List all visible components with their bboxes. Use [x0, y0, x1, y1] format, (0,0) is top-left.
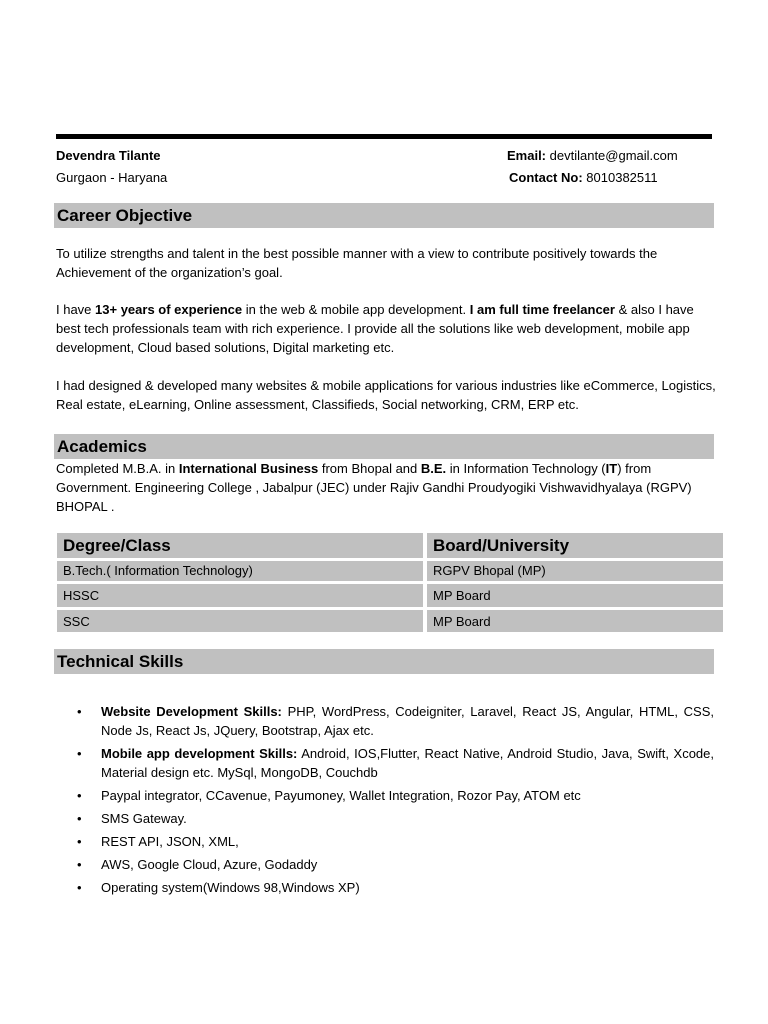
candidate-location: Gurgaon - Haryana — [56, 170, 168, 185]
section-technical-skills — [54, 649, 714, 674]
contact-line: Contact No: 8010382511 — [509, 170, 658, 185]
list-item: • Operating system(Windows 98,Windows XP) — [77, 880, 360, 895]
list-item: • AWS, Google Cloud, Azure, Godaddy — [77, 857, 318, 872]
career-paragraph-3: I had designed & developed many websites & mobile applications for various industries like eCommerce, Logistics, Real estate, eLearning, Online assessment, Classifieds, Social networking, CRM, ERP etc. — [56, 378, 716, 412]
career-paragraph-2: I have 13+ years of experience in the web & mobile app development. I am full time freelancer & also I have best tech professionals team with rich experience. I provide all the solutions like web development, mobile app development, Cloud based solutions, Digital marketing etc. — [56, 302, 694, 355]
contact-value: 8010382511 — [586, 170, 658, 185]
list-item: • Paypal integrator, CCavenue, Payumoney, Wallet Integration, Rozor Pay, ATOM etc — [77, 788, 581, 803]
list-item: • Mobile app development Skills: Android, IOS,Flutter, React Native, Android Studio, Java, Swift, Xcode, Material design etc. MySql, MongoDB, Couchdb — [77, 746, 715, 780]
section-career-objective — [54, 203, 714, 228]
table-row — [57, 584, 723, 607]
header-rule — [56, 134, 712, 139]
section-title: Technical Skills — [57, 652, 184, 671]
email-value: devtilante@gmail.com — [549, 148, 678, 163]
career-paragraph-1: To utilize strengths and talent in the best possible manner with a view to contribute positively towards the Achievement of the organization’s goal. — [56, 246, 658, 280]
bullet-icon: • — [77, 834, 82, 849]
section-academics — [54, 434, 714, 459]
table-cell: RGPV Bhopal (MP) — [427, 561, 723, 581]
table-header-row — [57, 533, 723, 558]
table-cell: HSSC — [57, 584, 423, 607]
list-item: • SMS Gateway. — [77, 811, 187, 826]
list-item: • REST API, JSON, XML, — [77, 834, 239, 849]
list-item: • Website Development Skills: PHP, WordPress, Codeigniter, Laravel, React JS, Angular, HTML, CSS, Node Js, React Js, JQuery, Bootstrap, Ajax etc. — [77, 704, 714, 738]
table-cell: MP Board — [427, 584, 723, 607]
table-header-cell: Board/University — [427, 533, 723, 558]
table-row — [57, 561, 723, 581]
bullet-icon: • — [77, 704, 82, 719]
table-header-cell: Degree/Class — [57, 533, 423, 558]
table-cell: MP Board — [427, 610, 723, 632]
bullet-icon: • — [77, 788, 82, 803]
section-title: Career Objective — [57, 206, 193, 225]
email-line: Email: devtilante@gmail.com — [507, 148, 678, 163]
candidate-name: Devendra Tilante — [56, 148, 161, 163]
section-title: Academics — [57, 437, 147, 456]
bullet-icon: • — [77, 857, 82, 872]
skills-list — [74, 702, 714, 897]
academics-paragraph: Completed M.B.A. in International Business from Bhopal and B.E. in Information Technology (IT) from Government. Engineering College , Jabalpur (JEC) under Rajiv Gandhi Proudyogiki Vishwavidhyalaya (RGPV) BHOPAL . — [56, 461, 692, 514]
table-cell: B.Tech.( Information Technology) — [57, 561, 423, 581]
bullet-icon: • — [77, 811, 82, 826]
bullet-icon: • — [77, 746, 82, 761]
table-cell: SSC — [57, 610, 423, 632]
bullet-icon: • — [77, 880, 82, 895]
table-row — [57, 610, 723, 632]
